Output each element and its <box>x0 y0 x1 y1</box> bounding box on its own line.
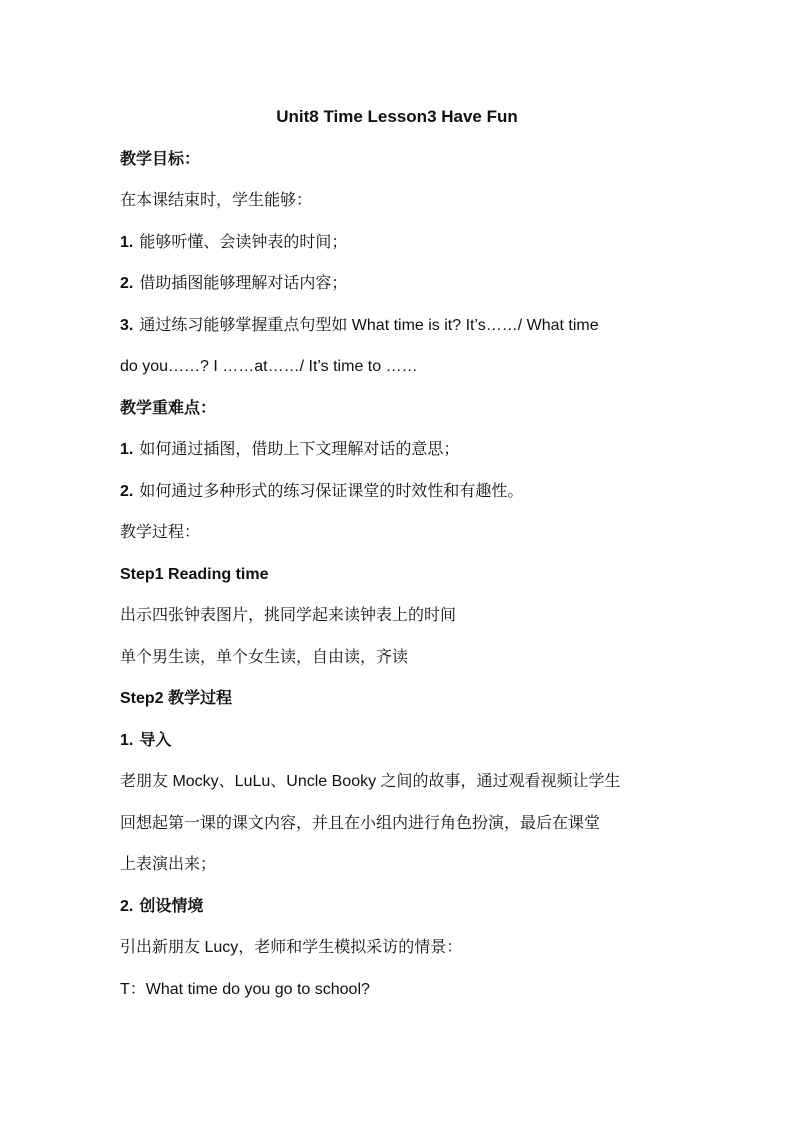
objective-number: 3. <box>120 317 134 334</box>
step1-line: 出示四张钟表图片，挑同学起来读钟表上的时间 <box>120 607 457 624</box>
objective-number: 1. <box>120 234 134 251</box>
objective-continuation: do you……? I ……at……/ It’s time to …… <box>120 358 418 375</box>
difficulty-number: 1. <box>120 441 134 458</box>
difficulties-heading: 教学重难点： <box>120 400 217 417</box>
dialogue-line: T：What time do you go to school? <box>120 981 370 998</box>
difficulty-text: 如何通过多种形式的练习保证课堂的时效性和有趣性。 <box>139 483 524 500</box>
objective-text: 借助插图能够理解对话内容； <box>139 275 348 292</box>
objective-item <box>120 315 680 337</box>
objective-text: 能够听懂、会读钟表的时间； <box>139 234 348 251</box>
step2-paragraph-line: 老朋友 Mocky、LuLu、Uncle Booky 之间的故事，通过观看视频让学生 <box>120 773 621 790</box>
objective-number: 2. <box>120 275 134 292</box>
step1-heading: Step1 Reading time <box>120 566 269 583</box>
subheading-text: 创设情境 <box>139 898 204 915</box>
step2-heading: Step2 教学过程 <box>120 690 233 707</box>
difficulty-item <box>120 481 680 503</box>
difficulty-item <box>120 439 680 461</box>
objectives-intro: 在本课结束时，学生能够： <box>120 192 313 209</box>
document-title: Unit8 Time Lesson3 Have Fun <box>276 107 518 126</box>
step2-paragraph-line: 上表演出来； <box>120 856 217 873</box>
step2-subheading <box>120 896 680 918</box>
objective-item <box>120 273 680 295</box>
process-heading: 教学过程： <box>120 524 201 541</box>
subheading-number: 2. <box>120 898 134 915</box>
difficulty-number: 2. <box>120 483 134 500</box>
difficulty-text: 如何通过插图，借助上下文理解对话的意思； <box>139 441 460 458</box>
objectives-heading: 教学目标： <box>120 151 201 168</box>
step2-paragraph-line: 引出新朋友 Lucy，老师和学生模拟采访的情景： <box>120 939 463 956</box>
step2-paragraph-line: 回想起第一课的课文内容，并且在小组内进行角色扮演，最后在课堂 <box>120 815 601 832</box>
subheading-number: 1. <box>120 732 134 749</box>
step2-subheading <box>120 730 680 752</box>
subheading-text: 导入 <box>139 732 172 749</box>
objective-text: 通过练习能够掌握重点句型如 What time is it? It’s……/ What time <box>139 317 599 334</box>
objective-item <box>120 232 680 254</box>
step1-line: 单个男生读，单个女生读，自由读，齐读 <box>120 649 409 666</box>
